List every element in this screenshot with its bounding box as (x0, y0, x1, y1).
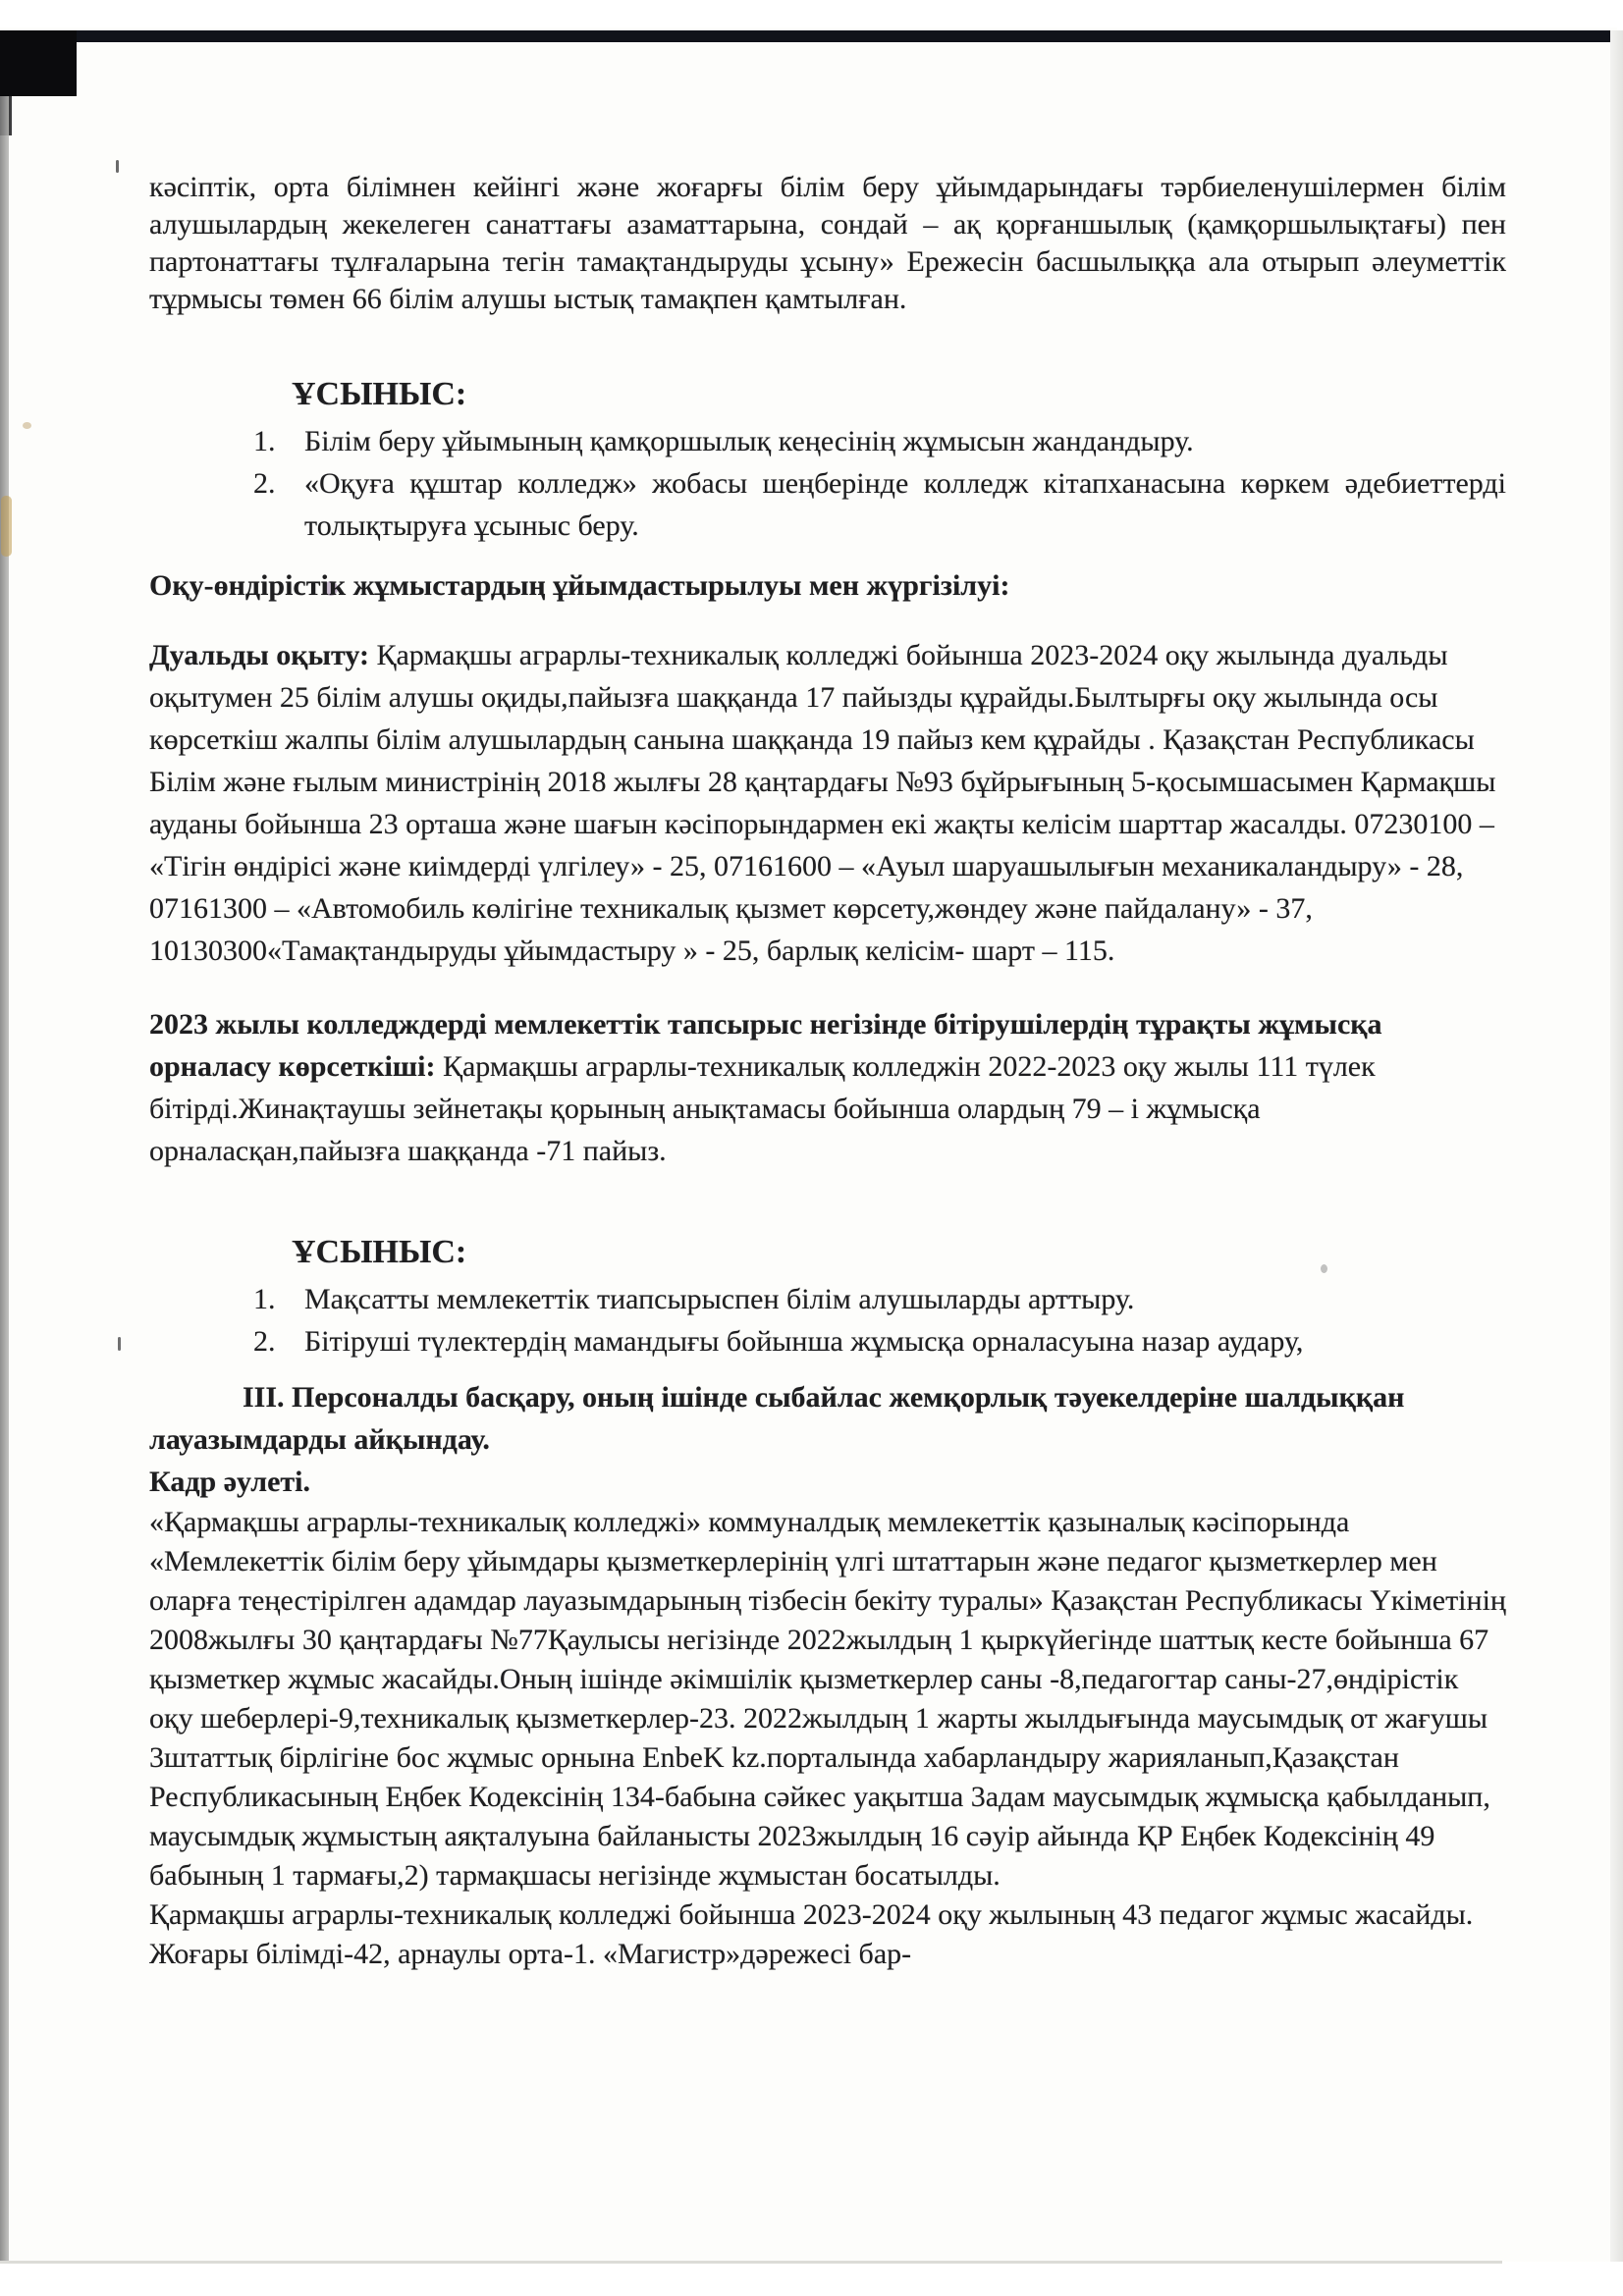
employment-lead: 2023 жылы колледждерді мемлекеттік тапсырыс негізінде бітірушілердің тұрақты жұмысқа орналасу көрсеткіші: (149, 1008, 1382, 1083)
recommendation-heading-2: ҰСЫНЫС: (292, 1234, 467, 1270)
dual-education-lead: Дуальды оқыту: (149, 639, 369, 671)
scan-artifact-corner-blob (0, 30, 77, 96)
recommendation-list-1 (149, 420, 1506, 547)
list-item-text: «Оқуға құштар колледж» жобасы шеңберінде колледж кітапханасына көркем әдебиеттерді толықтыруға ұсыныс беру. (304, 467, 1506, 542)
list-item (253, 420, 1506, 462)
paragraph-dual-education (149, 634, 1506, 972)
paragraph-final: Қармақшы аграрлы-техникалық колледжі бойынша 2023-2024 оқу жылының 43 педагог жұмыс жасайды. Жоғары білімді-42, арнаулы орта-1. «Магистр»дәрежесі бар- (149, 1898, 1474, 1970)
section-heading-production: Оқу-өндірістік жұмыстардың ұйымдастырылуы мен жүргізілуі: (149, 569, 1010, 602)
paragraph-kadr: «Қармақшы аграрлы-техникалық колледжі» коммуналдық мемлекеттік қазыналық кәсіпорында «Мемлекеттік білім беру ұйымдары қызметкерлерінің үлгі штаттарын және педагог қызметкерлер мен оларға теңестірілген адамдар лауазымдарының тізбесін бекіту туралы» Қазақстан Республикасы Үкіметінің 2008жылғы 30 қаңтардағы №77Қаулысы негізінде 2022жылдың 1 қыркүйегінде шаттық кесте бойынша 67 қызметкер жұмыс жасайды.Оның ішінде әкімшілік қызметкерлер саны -8,педагогтар саны-27,өндірістік оқу шеберлері-9,техникалық қызметкерлер-23. 2022жылдың 1 жарты жылдығында маусымдық от жағушы 3штаттық бірлігіне бос жұмыс орнына EnbeK kz.порталында хабарландыру жарияланып,Қазақстан Республикасының Еңбек Кодексінің 134-бабына сәйкес уақытша 3адам маусымдық жұмысқа қабылданып, маусымдық жұмыстың аяқталуына байланысты 2023жылдың 16 сәуір айында ҚР Еңбек Кодексінің 49 бабының 1 тармағы,2) тармақшасы негізінде жұмыстан босатылды. (149, 1506, 1506, 1892)
paragraph-employment (149, 1003, 1506, 1172)
list-item (253, 1278, 1506, 1320)
scan-artifact-left-edge (0, 96, 9, 2262)
intro-paragraph: кәсіптік, орта білімнен кейінгі және жоғарғы білім беру ұйымдарындағы тәрбиеленушілермен білім алушылардың жекелеген санаттағы азаматтарына, сондай – ақ қорғаншылық (қамқоршылықтағы) пен партонаттағы тұлғаларына тегін тамақтандыруды ұсыну» Ережесін басшылыққа ала отырып әлеуметтік тұрмысы төмен 66 білім алушы ыстық тамақпен қамтылған. (149, 171, 1506, 315)
section-heading-personnel: III. Персоналды басқару, оның ішінде сыбайлас жемқорлық тәуекелдеріне шалдыққан лауазымдарды айқындау. (149, 1381, 1405, 1456)
list-item-number: 1. (253, 1283, 276, 1315)
recommendation-heading-1: ҰСЫНЫС: (292, 376, 467, 412)
document-text-column (149, 0, 1506, 1974)
scan-artifact-stain (1, 496, 12, 557)
list-item (253, 1320, 1506, 1362)
list-item-text: Мақсатты мемлекеттік тиапсырыспен білім алушыларды арттыру. (304, 1283, 1135, 1315)
recommendation-list-2 (149, 1278, 1506, 1362)
scan-artifact-bottom-edge (0, 2261, 1502, 2264)
dual-education-body: Қармақшы аграрлы-техникалық колледжі бойынша 2023-2024 оқу жылында дуальды оқытумен 25 білім алушы оқиды,пайызға шаққанда 17 пайызды құрайды.Былтырғы оқу жылында осы көрсеткіш жалпы білім алушылардың санына шаққанда 19 пайыз кем құрайды . Қазақстан Республикасы Білім және ғылым министрінің 2018 жылғы 28 қаңтардағы №93 бұйрығының 5-қосымшасымен Қармақшы ауданы бойынша 23 орташа және шағын кәсіпорындармен екі жақты келісім шарттар жасалды. 07230100 – «Тігін өндірісі және киімдерді үлгілеу» - 25, 07161600 – «Ауыл шаруашылығын механикаландыру» - 28, 07161300 – «Автомобиль көлігіне техникалық қызмет көрсету,жөндеу және пайдалану» - 37, 10130300«Тамақтандыруды ұйымдастыру » - 25, барлық келісім- шарт – 115. (149, 639, 1496, 967)
subheading-kadr: Кадр әулеті. (149, 1466, 311, 1498)
list-item-text: Білім беру ұйымының қамқоршылық кеңесінің жұмысын жандандыру. (304, 425, 1194, 457)
list-item-number: 2. (253, 1325, 276, 1358)
scan-speck (118, 1337, 121, 1351)
list-item (253, 462, 1506, 547)
list-item-text: Бітіруші түлектердің мамандығы бойынша жұмысқа орналасуына назар аудару, (304, 1325, 1304, 1358)
employment-body: Қармақшы аграрлы-техникалық колледжін 2022-2023 оқу жылы 111 түлек бітірді.Жинақтаушы зейнетақы қорының анықтамасы бойынша олардың 79 – і жұмысқа орналасқан,пайызға шаққанда -71 пайыз. (149, 1050, 1376, 1167)
list-item-number: 2. (253, 467, 276, 500)
scan-speck (23, 422, 31, 429)
list-item-number: 1. (253, 425, 276, 457)
scan-artifact-right-edge (1610, 30, 1623, 2262)
scan-speck (116, 160, 119, 173)
